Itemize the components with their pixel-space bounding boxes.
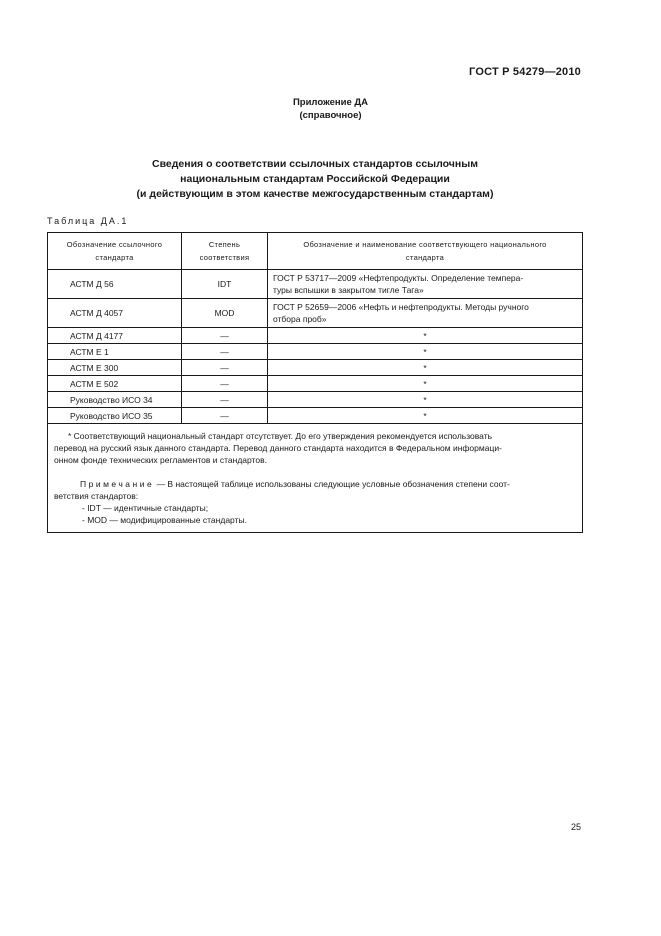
reference-cell: АСТМ Е 300 [48, 360, 182, 376]
note-list-item: - IDT — идентичные стандарты; [82, 503, 209, 513]
appendix-subtitle: (справочное) [299, 110, 362, 121]
footnote-line: перевод на русский язык данного стандарта. Перевод данного стандарта находится в Федеральном информаци- [54, 443, 502, 453]
table-row [48, 360, 583, 376]
reference-cell: АСТМ Д 4057 [48, 299, 182, 328]
page-number: 25 [570, 822, 581, 832]
table-footer-cell [48, 424, 583, 533]
national-cell: * [268, 328, 583, 344]
section-title-line-1: Сведения о соответствии ссылочных стандартов ссылочным [152, 158, 478, 170]
header-reference-standard [48, 233, 182, 270]
table-row [48, 299, 583, 328]
table-row [48, 392, 583, 408]
degree-cell: — [182, 408, 268, 424]
reference-cell: АСТМ Е 1 [48, 344, 182, 360]
header-text: соответствия [199, 253, 250, 262]
document-code: ГОСТ Р 54279—2010 [469, 66, 581, 78]
reference-cell: АСТМ Д 4177 [48, 328, 182, 344]
header-text: Степень [208, 240, 241, 249]
table-footer-row [48, 424, 583, 533]
header-text: стандарта [405, 253, 445, 262]
degree-cell: — [182, 392, 268, 408]
appendix-title: Приложение ДА [292, 97, 369, 108]
header-national-standard [268, 233, 583, 270]
national-cell: * [268, 376, 583, 392]
note-list-item: - MOD — модифицированные стандарты. [82, 515, 247, 525]
footnote-line: * Соответствующий национальный стандарт отсутствует. До его утверждения рекомендуется использовать [68, 431, 493, 441]
national-cell: * [268, 392, 583, 408]
section-title-line-2: национальным стандартам Российской Федерации [180, 173, 450, 185]
note-label: Примечание [80, 479, 155, 489]
note-line: ветствия стандартов: [54, 491, 139, 501]
header-text: Обозначение ссылочного [66, 240, 163, 249]
national-cell: * [268, 408, 583, 424]
national-cell [268, 299, 583, 328]
national-text: туры вспышки в закрытом тигле Тага» [273, 285, 424, 295]
national-cell: * [268, 344, 583, 360]
reference-cell: АСТМ Е 502 [48, 376, 182, 392]
table-header-row [48, 233, 583, 270]
section-title [60, 157, 570, 202]
reference-cell: АСТМ Д 56 [48, 270, 182, 299]
reference-cell: Руководство ИСО 35 [48, 408, 182, 424]
table-row [48, 344, 583, 360]
table-caption: Таблица ДА.1 [47, 216, 129, 226]
degree-cell: — [182, 344, 268, 360]
national-text: ГОСТ Р 52659—2006 «Нефть и нефтепродукты. Методы ручного [273, 302, 529, 312]
header-text: стандарта [95, 253, 134, 262]
national-text: ГОСТ Р 53717—2009 «Нефтепродукты. Определение темпера- [273, 273, 524, 283]
header-degree [182, 233, 268, 270]
note-text: — В настоящей таблице использованы следующие условные обозначения степени соот- [154, 479, 510, 489]
appendix-heading [0, 96, 661, 122]
degree-cell: MOD [182, 299, 268, 328]
footnote-line: онном фонде технических регламентов и стандартов. [54, 455, 267, 465]
degree-cell: IDT [182, 270, 268, 299]
reference-cell: Руководство ИСО 34 [48, 392, 182, 408]
note-line [54, 478, 577, 490]
table-row [48, 328, 583, 344]
header-text: Обозначение и наименование соответствующего национального [303, 240, 547, 249]
table-row [48, 376, 583, 392]
national-cell: * [268, 360, 583, 376]
table-row [48, 408, 583, 424]
table-row [48, 270, 583, 299]
national-cell [268, 270, 583, 299]
degree-cell: — [182, 360, 268, 376]
national-text: отбора проб» [273, 314, 327, 324]
section-title-line-3: (и действующим в этом качестве межгосударственным стандартам) [136, 188, 494, 200]
correspondence-table [47, 232, 583, 533]
degree-cell: — [182, 376, 268, 392]
degree-cell: — [182, 328, 268, 344]
